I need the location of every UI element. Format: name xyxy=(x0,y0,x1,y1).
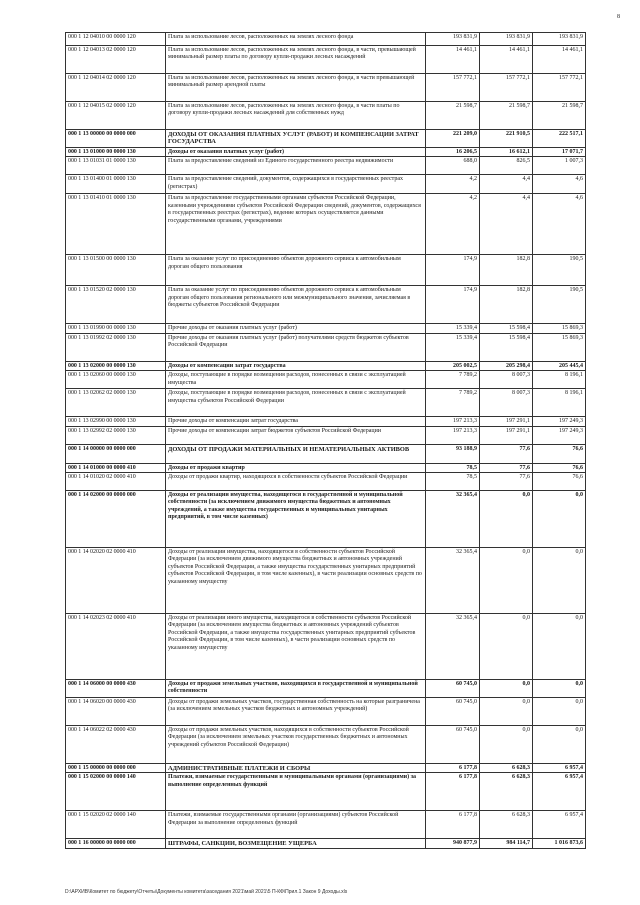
amount-2023-cell: 0,0 xyxy=(533,698,586,726)
income-name-cell: Доходы от продажи квартир xyxy=(166,463,426,472)
amount-2021-cell: 197 213,3 xyxy=(426,426,480,444)
amount-2021-cell: 4,2 xyxy=(426,194,480,255)
amount-2021-cell: 32 365,4 xyxy=(426,614,480,680)
table-row xyxy=(66,839,586,849)
amount-2021-cell: 197 213,3 xyxy=(426,417,480,426)
amount-2022-cell: 15 598,4 xyxy=(480,324,533,333)
amount-2022-cell: 0,0 xyxy=(480,680,533,698)
amount-2023-cell: 1 007,3 xyxy=(533,157,586,175)
income-name-cell: АДМИНИСТРАТИВНЫЕ ПЛАТЕЖИ И СБОРЫ xyxy=(166,764,426,773)
table-row xyxy=(66,811,586,839)
income-name-cell: Доходы от продажи квартир, находящихся в собственности субъектов Российской Федерации xyxy=(166,473,426,491)
budget-code-cell: 000 1 14 06022 02 0000 430 xyxy=(66,726,166,764)
table-row xyxy=(66,389,586,417)
budget-code-cell: 000 1 13 01520 02 0000 130 xyxy=(66,286,166,324)
income-name-cell: ДОХОДЫ ОТ ОКАЗАНИЯ ПЛАТНЫХ УСЛУГ (РАБОТ) И КОМПЕНСАЦИИ ЗАТРАТ ГОСУДАРСТВА xyxy=(166,130,426,148)
amount-2021-cell: 16 206,5 xyxy=(426,148,480,157)
amount-2023-cell: 8 196,1 xyxy=(533,371,586,389)
budget-code-cell: 000 1 13 02990 00 0000 130 xyxy=(66,417,166,426)
amount-2021-cell: 7 789,2 xyxy=(426,389,480,417)
budget-code-cell: 000 1 13 01992 02 0000 130 xyxy=(66,333,166,361)
table-row xyxy=(66,194,586,255)
income-name-cell: Плата за предоставление государственными органами субъектов Российской Федерации, казенными учреждениями субъектов Российской Федерации сведений, документов, содержащихся в государственных реестрах (регистрах), ведение которых осуществляется данными государственными органами, учреждениями xyxy=(166,194,426,255)
amount-2022-cell: 984 114,7 xyxy=(480,839,533,849)
table-row xyxy=(66,444,586,463)
amount-2022-cell: 197 291,1 xyxy=(480,417,533,426)
budget-code-cell: 000 1 12 04014 02 0000 120 xyxy=(66,74,166,102)
amount-2023-cell: 193 831,9 xyxy=(533,33,586,46)
amount-2022-cell: 15 598,4 xyxy=(480,333,533,361)
budget-code-cell: 000 1 14 01020 02 0000 410 xyxy=(66,473,166,491)
budget-code-cell: 000 1 14 06020 00 0000 430 xyxy=(66,698,166,726)
amount-2022-cell: 77,6 xyxy=(480,444,533,463)
table-row xyxy=(66,157,586,175)
budget-code-cell: 000 1 14 02000 00 0000 000 xyxy=(66,491,166,548)
budget-code-cell: 000 1 14 06000 00 0000 430 xyxy=(66,680,166,698)
amount-2023-cell: 157 772,1 xyxy=(533,74,586,102)
income-name-cell: ДОХОДЫ ОТ ПРОДАЖИ МАТЕРИАЛЬНЫХ И НЕМАТЕРИАЛЬНЫХ АКТИВОВ xyxy=(166,444,426,463)
amount-2021-cell: 6 177,8 xyxy=(426,811,480,839)
amount-2023-cell: 4,6 xyxy=(533,194,586,255)
income-name-cell: Плата за использование лесов, расположенных на землях лесного фонда, в части, превышающей минимальный размер платы по договору купли-продажи лесных насаждений xyxy=(166,46,426,74)
income-name-cell: Плата за оказание услуг по присоединению объектов дорожного сервиса к автомобильным дорогам общего пользования xyxy=(166,255,426,286)
amount-2022-cell: 77,6 xyxy=(480,473,533,491)
file-path-footer: D:\АРХИВ\Комитет по бюджету\Отчеты\Документы комитета\заседания 2021\май 2021\5 П-КФ\Прил.1 Закон 9 Доходы.xls xyxy=(65,889,348,895)
income-name-cell: Прочие доходы от оказания платных услуг (работ) получателями средств бюджетов субъектов Российской Федерации xyxy=(166,333,426,361)
budget-code-cell: 000 1 13 01410 01 0000 130 xyxy=(66,194,166,255)
table-row xyxy=(66,324,586,333)
amount-2021-cell: 4,2 xyxy=(426,175,480,194)
amount-2021-cell: 32 365,4 xyxy=(426,548,480,614)
income-name-cell: Прочие доходы от оказания платных услуг (работ) xyxy=(166,324,426,333)
income-name-cell: Доходы, поступающие в порядке возмещения расходов, понесенных в связи с эксплуатацией имущества субъектов Российской Федерации xyxy=(166,389,426,417)
amount-2022-cell: 157 772,1 xyxy=(480,74,533,102)
amount-2021-cell: 174,9 xyxy=(426,255,480,286)
revenue-table xyxy=(65,32,586,849)
table-row xyxy=(66,698,586,726)
table-row xyxy=(66,463,586,472)
table-row xyxy=(66,175,586,194)
income-name-cell: Доходы от реализации имущества, находящегося в государственной и муниципальной собственности (за исключением движимого имущества бюджетных и автономных учреждений, а также имущества государственных и муниципальных унитарных предприятий, в том числе казенных) xyxy=(166,491,426,548)
amount-2023-cell: 6 957,4 xyxy=(533,764,586,773)
budget-code-cell: 000 1 16 00000 00 0000 000 xyxy=(66,839,166,849)
income-name-cell: Прочие доходы от компенсации затрат государства xyxy=(166,417,426,426)
amount-2021-cell: 157 772,1 xyxy=(426,74,480,102)
table-row xyxy=(66,680,586,698)
amount-2021-cell: 688,0 xyxy=(426,157,480,175)
amount-2023-cell: 76,6 xyxy=(533,463,586,472)
amount-2023-cell: 0,0 xyxy=(533,614,586,680)
income-name-cell: Доходы от продажи земельных участков, находящихся в собственности субъектов Российской Федерации (за исключением земельных участков государственных бюджетных и автономных учреждений субъектов Российской Федерации) xyxy=(166,726,426,764)
income-name-cell: Доходы от оказания платных услуг (работ) xyxy=(166,148,426,157)
amount-2021-cell: 78,5 xyxy=(426,473,480,491)
income-name-cell: Доходы от продажи земельных участков, государственная собственность на которые разграничена (за исключением земельных участков бюджетных и автономных учреждений) xyxy=(166,698,426,726)
budget-code-cell: 000 1 12 04015 02 0000 120 xyxy=(66,102,166,130)
page-number: 8 xyxy=(617,14,620,20)
amount-2023-cell: 76,6 xyxy=(533,473,586,491)
amount-2021-cell: 205 002,5 xyxy=(426,361,480,370)
table-row xyxy=(66,148,586,157)
table-row xyxy=(66,130,586,148)
amount-2023-cell: 222 517,1 xyxy=(533,130,586,148)
budget-code-cell: 000 1 15 00000 00 0000 000 xyxy=(66,764,166,773)
revenue-table-body xyxy=(66,33,586,849)
amount-2022-cell: 0,0 xyxy=(480,491,533,548)
amount-2022-cell: 182,8 xyxy=(480,286,533,324)
amount-2021-cell: 221 209,0 xyxy=(426,130,480,148)
amount-2021-cell: 6 177,8 xyxy=(426,764,480,773)
budget-code-cell: 000 1 15 02020 02 0000 140 xyxy=(66,811,166,839)
table-row xyxy=(66,614,586,680)
amount-2023-cell: 190,5 xyxy=(533,286,586,324)
table-row xyxy=(66,417,586,426)
amount-2021-cell: 193 831,9 xyxy=(426,33,480,46)
amount-2022-cell: 4,4 xyxy=(480,194,533,255)
amount-2022-cell: 0,0 xyxy=(480,548,533,614)
amount-2021-cell: 174,9 xyxy=(426,286,480,324)
amount-2022-cell: 14 461,1 xyxy=(480,46,533,74)
amount-2022-cell: 16 612,1 xyxy=(480,148,533,157)
amount-2022-cell: 205 298,4 xyxy=(480,361,533,370)
budget-code-cell: 000 1 13 01400 01 0000 130 xyxy=(66,175,166,194)
budget-code-cell: 000 1 14 01000 00 0000 410 xyxy=(66,463,166,472)
amount-2023-cell: 190,5 xyxy=(533,255,586,286)
income-name-cell: Доходы от реализации имущества, находящегося в собственности субъектов Российской Федерации (за исключением движимого имущества бюджетных и автономных учреждений субъектов Российской Федерации, а также имущества государственных унитарных предприятий субъектов Российской Федерации, в том числе казенных), в части реализации основных средств по указанному имуществу xyxy=(166,548,426,614)
amount-2023-cell: 0,0 xyxy=(533,726,586,764)
table-row xyxy=(66,333,586,361)
budget-code-cell: 000 1 13 02000 00 0000 130 xyxy=(66,361,166,370)
amount-2023-cell: 197 249,3 xyxy=(533,426,586,444)
amount-2022-cell: 4,4 xyxy=(480,175,533,194)
budget-code-cell: 000 1 13 01000 00 0000 130 xyxy=(66,148,166,157)
table-row xyxy=(66,102,586,130)
table-row xyxy=(66,46,586,74)
table-row xyxy=(66,491,586,548)
table-row xyxy=(66,255,586,286)
table-row xyxy=(66,74,586,102)
amount-2022-cell: 8 007,3 xyxy=(480,371,533,389)
amount-2021-cell: 32 365,4 xyxy=(426,491,480,548)
table-row xyxy=(66,726,586,764)
amount-2023-cell: 4,6 xyxy=(533,175,586,194)
amount-2023-cell: 0,0 xyxy=(533,491,586,548)
amount-2021-cell: 940 877,9 xyxy=(426,839,480,849)
table-row xyxy=(66,473,586,491)
budget-code-cell: 000 1 13 02062 02 0000 130 xyxy=(66,389,166,417)
amount-2023-cell: 6 957,4 xyxy=(533,811,586,839)
amount-2022-cell: 0,0 xyxy=(480,698,533,726)
table-row xyxy=(66,426,586,444)
amount-2022-cell: 221 910,5 xyxy=(480,130,533,148)
amount-2021-cell: 60 745,0 xyxy=(426,726,480,764)
amount-2023-cell: 205 445,4 xyxy=(533,361,586,370)
amount-2023-cell: 8 196,1 xyxy=(533,389,586,417)
income-name-cell: Доходы от продажи земельных участков, находящихся в государственной и муниципальной собственности xyxy=(166,680,426,698)
table-row xyxy=(66,773,586,811)
amount-2022-cell: 6 628,3 xyxy=(480,811,533,839)
budget-code-cell: 000 1 14 02020 02 0000 410 xyxy=(66,548,166,614)
budget-code-cell: 000 1 14 02023 02 0000 410 xyxy=(66,614,166,680)
budget-code-cell: 000 1 15 02000 00 0000 140 xyxy=(66,773,166,811)
amount-2023-cell: 1 016 873,6 xyxy=(533,839,586,849)
income-name-cell: Платежи, взимаемые государственными и муниципальными органами (организациями) за выполнение определенных функций xyxy=(166,773,426,811)
budget-code-cell: 000 1 12 04013 02 0000 120 xyxy=(66,46,166,74)
amount-2023-cell: 14 461,1 xyxy=(533,46,586,74)
amount-2023-cell: 17 071,7 xyxy=(533,148,586,157)
amount-2021-cell: 60 745,0 xyxy=(426,698,480,726)
amount-2023-cell: 15 869,3 xyxy=(533,333,586,361)
amount-2021-cell: 21 598,7 xyxy=(426,102,480,130)
amount-2023-cell: 21 598,7 xyxy=(533,102,586,130)
budget-code-cell: 000 1 13 01500 00 0000 130 xyxy=(66,255,166,286)
amount-2022-cell: 0,0 xyxy=(480,614,533,680)
amount-2021-cell: 60 745,0 xyxy=(426,680,480,698)
income-name-cell: Плата за использование лесов, расположенных на землях лесного фонда, в части превышающей минимальный размер арендной платы xyxy=(166,74,426,102)
budget-code-cell: 000 1 13 01990 00 0000 130 xyxy=(66,324,166,333)
income-name-cell: Плата за использование лесов, расположенных на землях лесного фонда, в части платы по договору купли-продажи лесных насаждений для собственных нужд xyxy=(166,102,426,130)
table-row xyxy=(66,371,586,389)
amount-2023-cell: 197 249,3 xyxy=(533,417,586,426)
income-name-cell: Доходы от компенсации затрат государства xyxy=(166,361,426,370)
amount-2021-cell: 15 339,4 xyxy=(426,324,480,333)
amount-2021-cell: 78,5 xyxy=(426,463,480,472)
amount-2022-cell: 6 628,3 xyxy=(480,773,533,811)
amount-2023-cell: 0,0 xyxy=(533,680,586,698)
amount-2022-cell: 21 598,7 xyxy=(480,102,533,130)
amount-2022-cell: 8 007,3 xyxy=(480,389,533,417)
amount-2021-cell: 7 789,2 xyxy=(426,371,480,389)
amount-2022-cell: 193 831,9 xyxy=(480,33,533,46)
amount-2021-cell: 6 177,8 xyxy=(426,773,480,811)
income-name-cell: Плата за предоставление сведений из Единого государственного реестра недвижимости xyxy=(166,157,426,175)
table-row xyxy=(66,286,586,324)
income-name-cell: Плата за предоставление сведений, документов, содержащихся в государственных реестрах (регистрах) xyxy=(166,175,426,194)
amount-2022-cell: 0,0 xyxy=(480,726,533,764)
table-row xyxy=(66,33,586,46)
amount-2021-cell: 93 188,9 xyxy=(426,444,480,463)
income-name-cell: Плата за оказание услуг по присоединению объектов дорожного сервиса к автомобильным дорогам общего пользования регионального или межмуниципального значения, зачисляемая в бюджеты субъектов Российской Федерации xyxy=(166,286,426,324)
income-name-cell: Доходы, поступающие в порядке возмещения расходов, понесенных в связи с эксплуатацией имущества xyxy=(166,371,426,389)
amount-2022-cell: 182,8 xyxy=(480,255,533,286)
amount-2023-cell: 0,0 xyxy=(533,548,586,614)
table-row xyxy=(66,361,586,370)
amount-2023-cell: 76,6 xyxy=(533,444,586,463)
amount-2022-cell: 77,6 xyxy=(480,463,533,472)
income-name-cell: Платежи, взимаемые государственными органами (организациями) субъектов Российской Федерации за выполнение определенных функций xyxy=(166,811,426,839)
income-name-cell: ШТРАФЫ, САНКЦИИ, ВОЗМЕЩЕНИЕ УЩЕРБА xyxy=(166,839,426,849)
budget-code-cell: 000 1 13 02060 00 0000 130 xyxy=(66,371,166,389)
amount-2022-cell: 6 628,3 xyxy=(480,764,533,773)
income-name-cell: Плата за использование лесов, расположенных на землях лесного фонда xyxy=(166,33,426,46)
income-name-cell: Доходы от реализации иного имущества, находящегося в собственности субъектов Российской Федерации (за исключением имущества бюджетных и автономных учреждений субъектов Российской Федерации, а также имущества государственных унитарных предприятий субъектов Российской Федерации, в том числе казенных), в части реализации основных средств по указанному имуществу xyxy=(166,614,426,680)
amount-2021-cell: 15 339,4 xyxy=(426,333,480,361)
budget-code-cell: 000 1 12 04010 00 0000 120 xyxy=(66,33,166,46)
amount-2021-cell: 14 461,1 xyxy=(426,46,480,74)
table-row xyxy=(66,764,586,773)
amount-2023-cell: 15 869,3 xyxy=(533,324,586,333)
amount-2022-cell: 826,5 xyxy=(480,157,533,175)
budget-code-cell: 000 1 13 02992 02 0000 130 xyxy=(66,426,166,444)
income-name-cell: Прочие доходы от компенсации затрат бюджетов субъектов Российской Федерации xyxy=(166,426,426,444)
amount-2022-cell: 197 291,1 xyxy=(480,426,533,444)
amount-2023-cell: 6 957,4 xyxy=(533,773,586,811)
budget-code-cell: 000 1 13 00000 00 0000 000 xyxy=(66,130,166,148)
table-row xyxy=(66,548,586,614)
budget-code-cell: 000 1 14 00000 00 0000 000 xyxy=(66,444,166,463)
budget-code-cell: 000 1 13 01031 01 0000 130 xyxy=(66,157,166,175)
